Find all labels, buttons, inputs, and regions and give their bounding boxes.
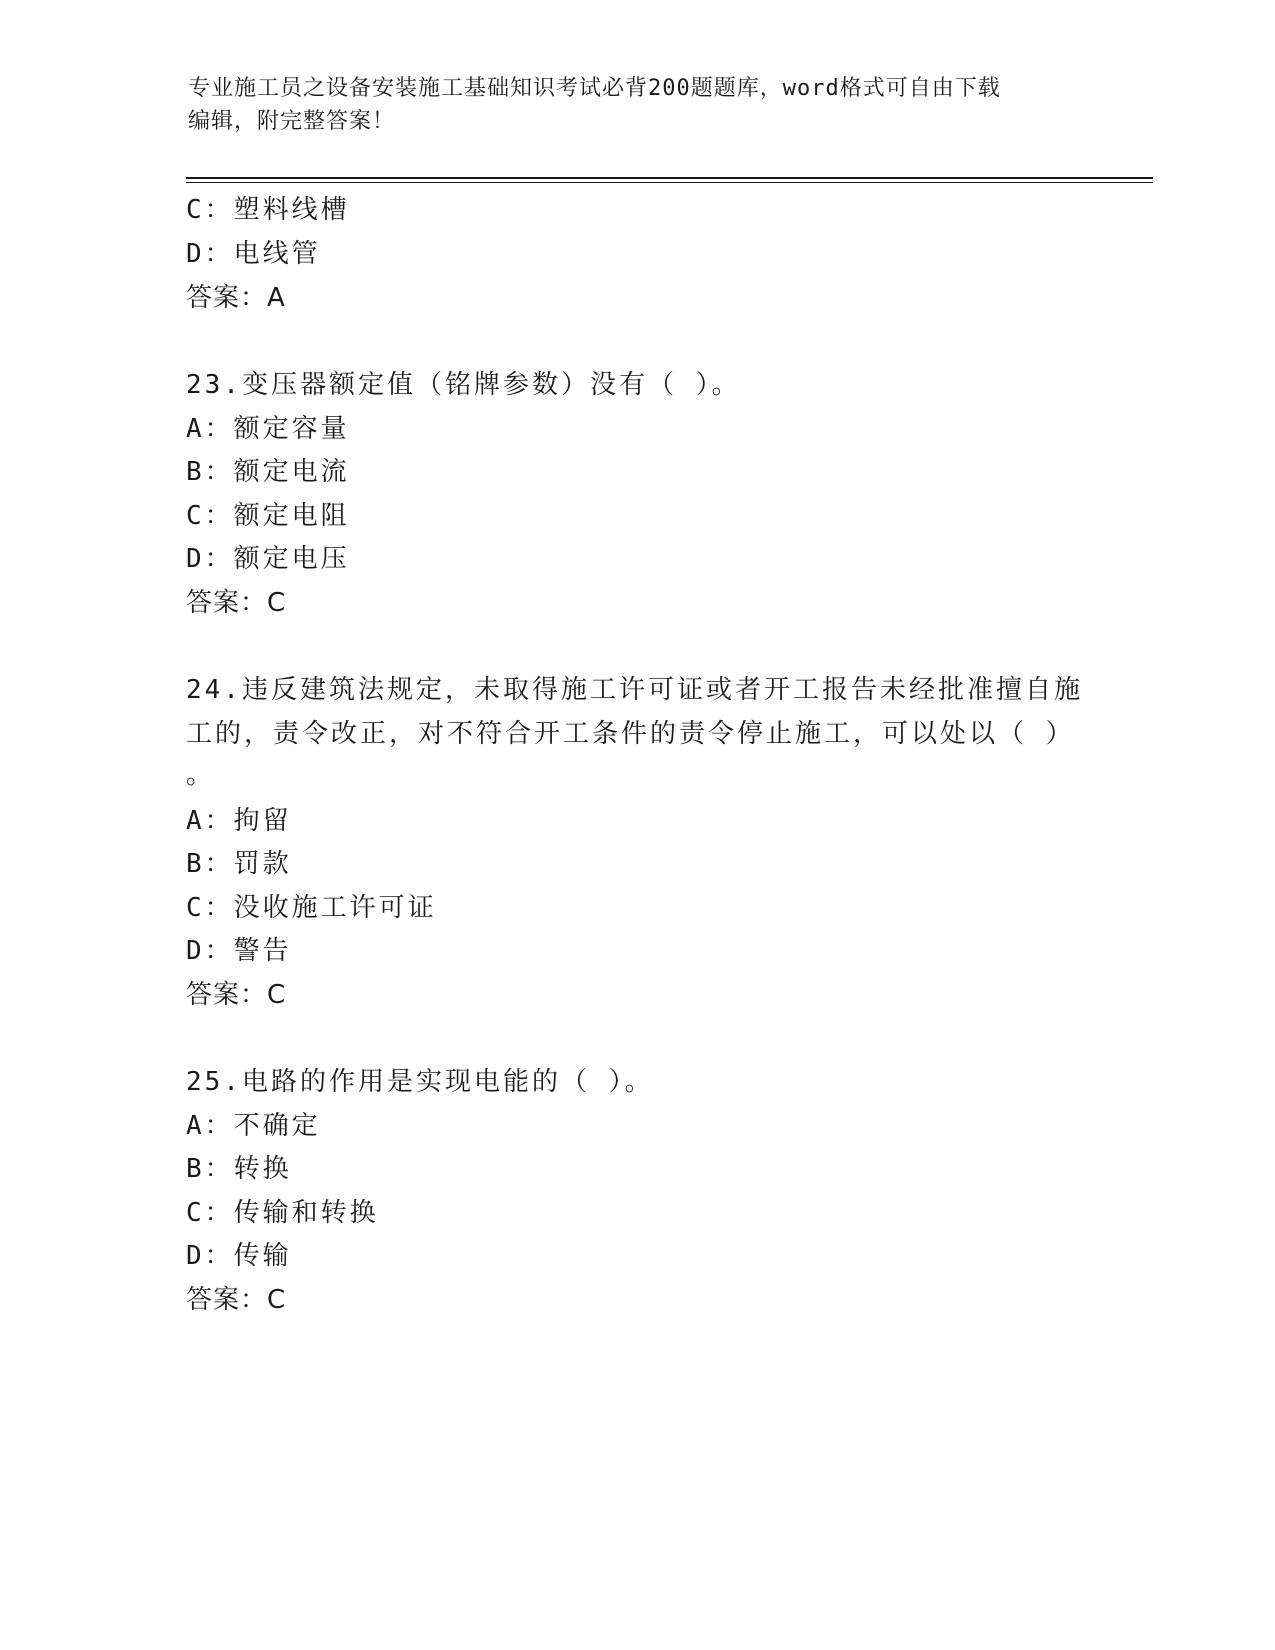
q22-option-d: D：电线管 — [186, 239, 321, 269]
document-header — [188, 72, 1068, 138]
header-title-line2: 编辑，附完整答案！ — [188, 109, 396, 134]
q24-option-a: A：拘留 — [186, 806, 292, 836]
q23-option-a: A：额定容量 — [186, 414, 350, 444]
q25-option-a: A：不确定 — [186, 1111, 321, 1141]
q24-stem-line2: 工的，责令改正，对不符合开工条件的责令停止施工，可以处以（ ） — [186, 719, 1075, 749]
q24-stem-line3: 。 — [186, 760, 216, 790]
q24-stem-line1: 24.违反建筑法规定，未取得施工许可证或者开工报告未经批准擅自施 — [186, 675, 1083, 705]
q22-option-c: C：塑料线槽 — [186, 195, 350, 225]
q22-answer: 答案：A — [186, 283, 286, 313]
q25-stem: 25.电路的作用是实现电能的（ ）。 — [186, 1067, 654, 1097]
q25-option-c: C：传输和转换 — [186, 1198, 379, 1228]
header-divider-thin — [186, 182, 1153, 183]
q25-option-b: B：转换 — [186, 1154, 292, 1184]
q23-answer: 答案：C — [186, 588, 287, 618]
q25-option-d: D：传输 — [186, 1241, 292, 1271]
q23-stem: 23.变压器额定值（铭牌参数）没有（ ）。 — [186, 370, 741, 400]
q23-option-b: B：额定电流 — [186, 457, 350, 487]
q24-option-d: D：警告 — [186, 936, 292, 966]
q23-option-d: D：额定电压 — [186, 544, 350, 574]
q24-option-b: B：罚款 — [186, 849, 292, 879]
q24-answer: 答案：C — [186, 980, 287, 1010]
q24-option-c: C：没收施工许可证 — [186, 893, 437, 923]
header-divider-thick — [186, 177, 1153, 179]
q25-answer: 答案：C — [186, 1285, 287, 1315]
header-title-line1: 专业施工员之设备安装施工基础知识考试必背200题题库，word格式可自由下载 — [188, 76, 1001, 101]
q23-option-c: C：额定电阻 — [186, 501, 350, 531]
